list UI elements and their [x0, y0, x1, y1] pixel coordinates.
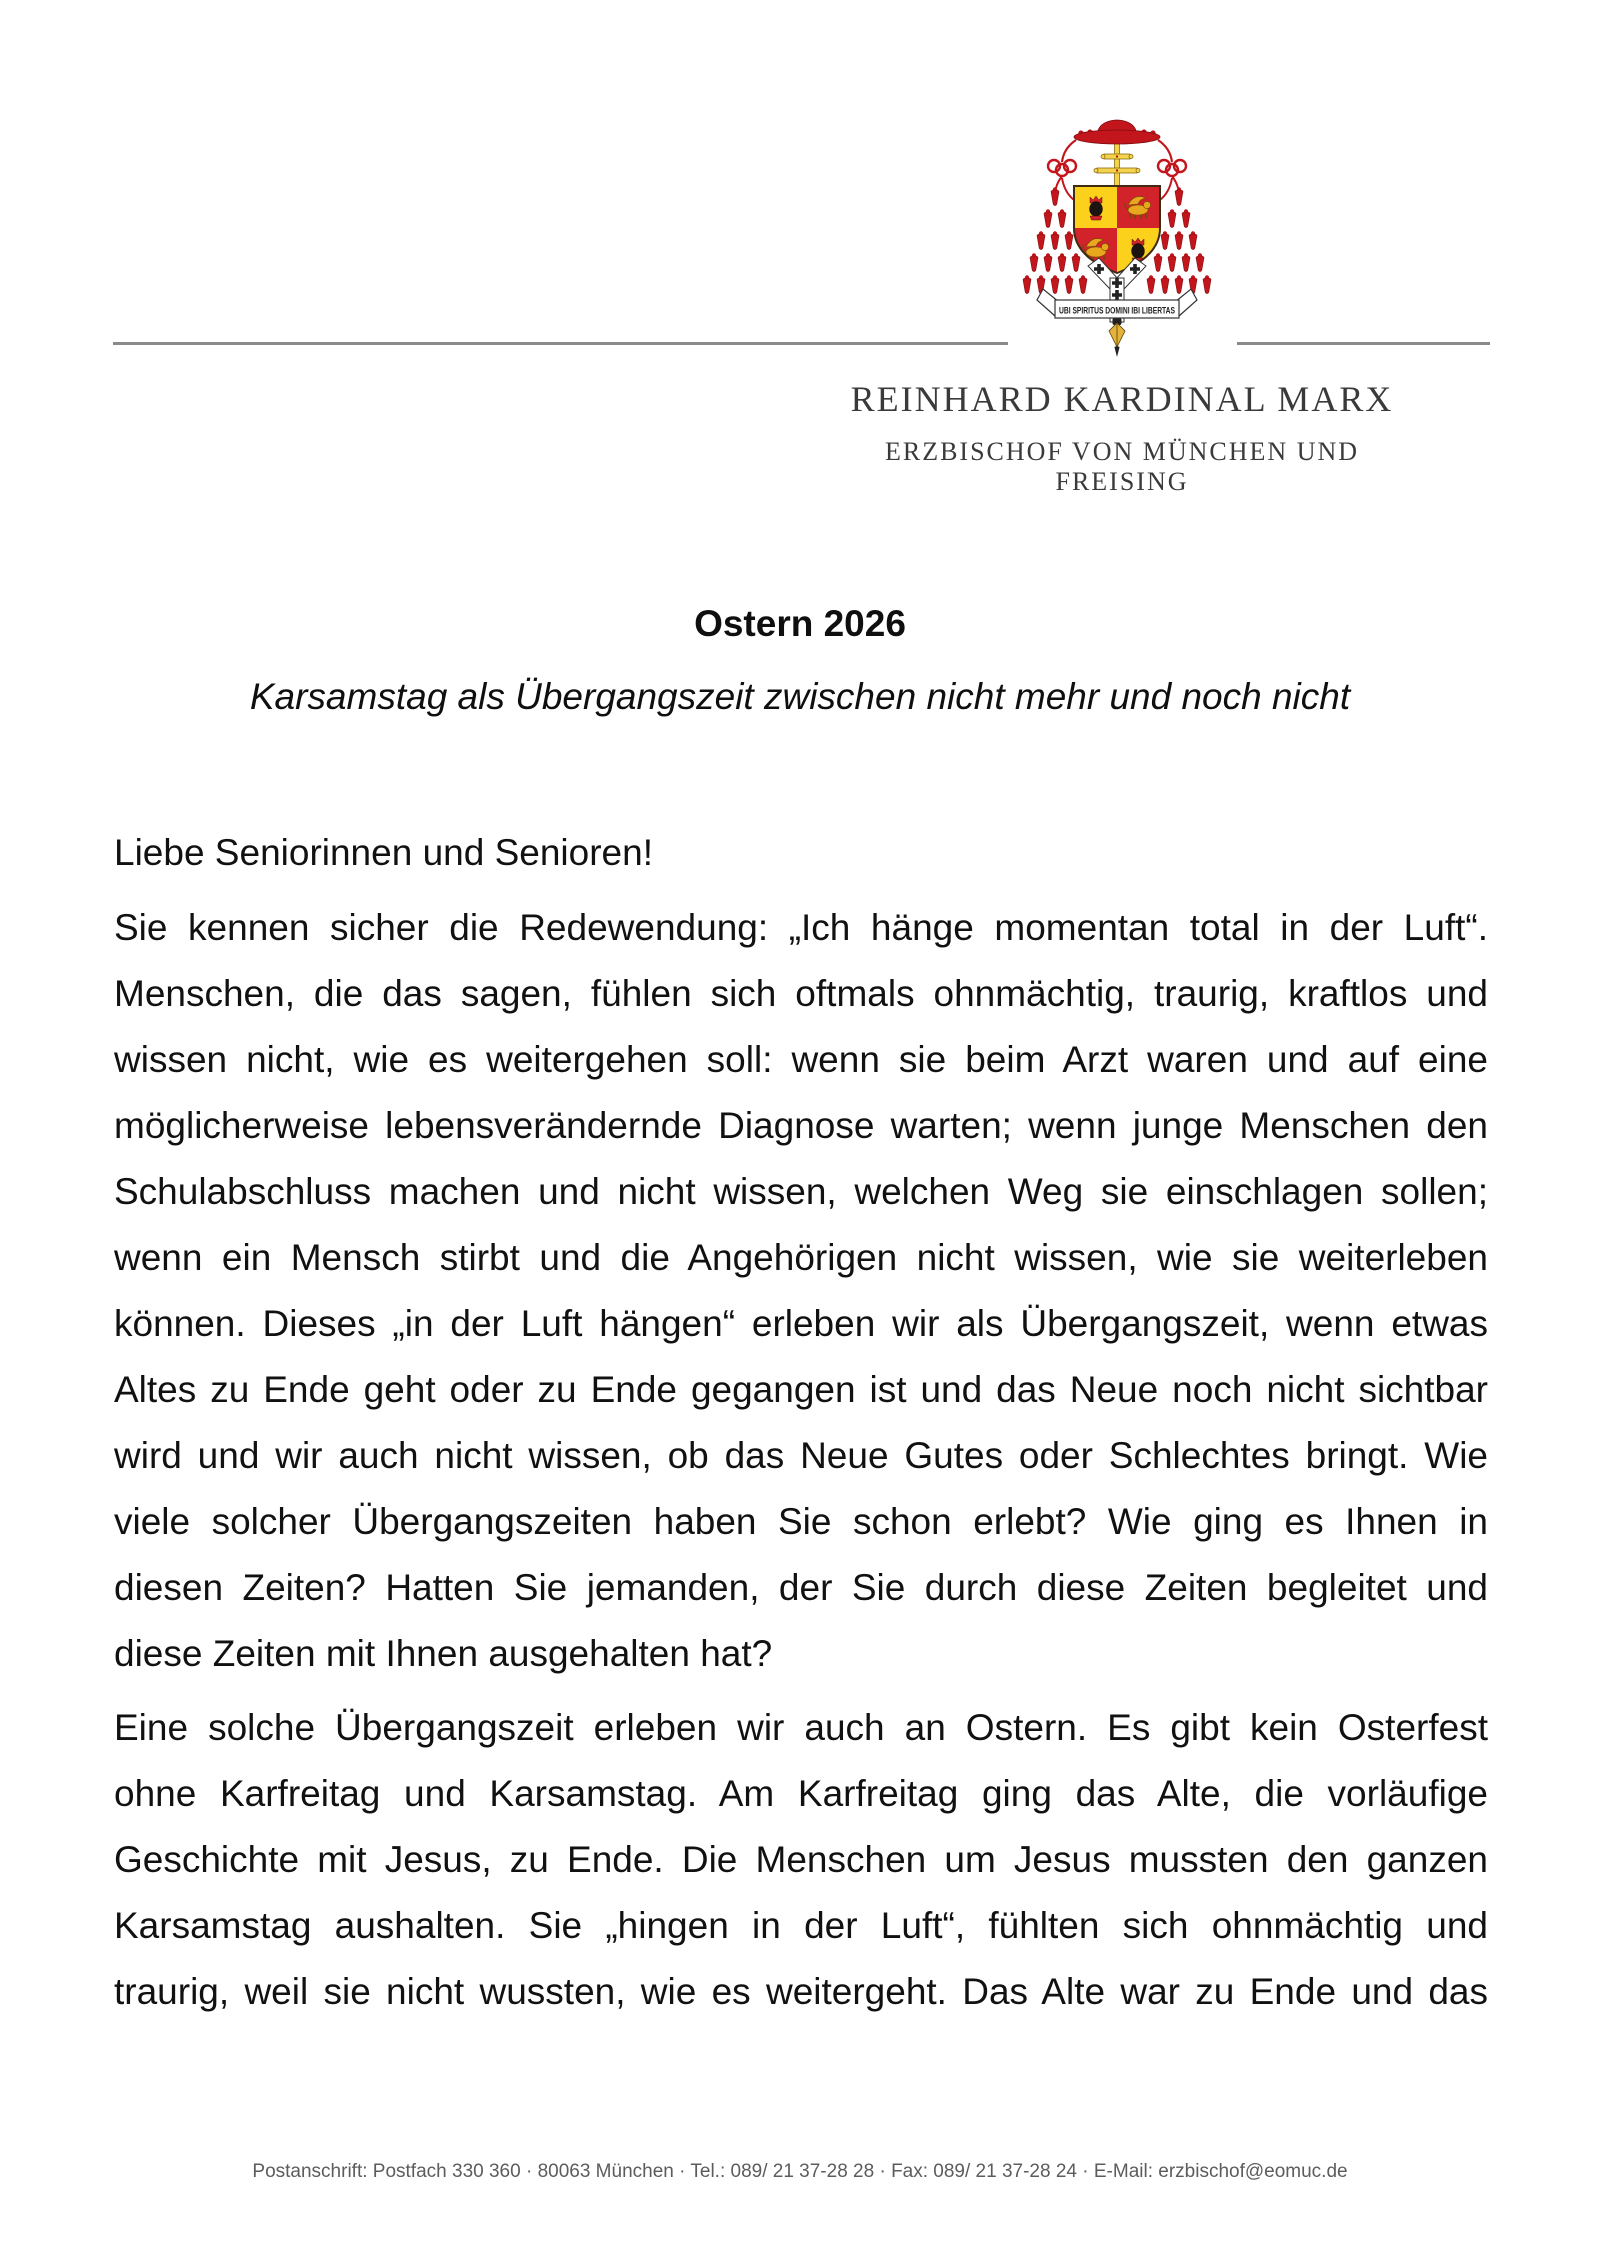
- letterhead-role: ERZBISCHOF VON MÜNCHEN UND FREISING: [884, 437, 1360, 496]
- letter-body: [114, 820, 1488, 2033]
- letter-subtitle: Karsamstag als Übergangszeit zwischen nicht mehr und noch nicht: [249, 676, 1351, 717]
- body-line: Schulabschluss machen und nicht wissen, welchen Weg sie einschlagen sollen;: [114, 1171, 1488, 1212]
- body-line: Karsamstag aushalten. Sie „hingen in der Luft“, fühlten sich ohnmächtig und: [114, 1905, 1488, 1946]
- body-line: wird und wir auch nicht wissen, ob das Neue Gutes oder Schlechtes bringt. Wie: [114, 1435, 1488, 1476]
- body-line: viele solcher Übergangszeiten haben Sie schon erlebt? Wie ging es Ihnen in: [114, 1501, 1488, 1542]
- body-line: wenn ein Mensch stirbt und die Angehörigen nicht wissen, wie sie weiterleben: [114, 1237, 1488, 1278]
- coat-of-arms: [1019, 110, 1215, 360]
- letter-title: Ostern 2026: [694, 603, 906, 644]
- body-line: Geschichte mit Jesus, zu Ende. Die Menschen um Jesus mussten den ganzen: [114, 1839, 1488, 1880]
- body-line: Eine solche Übergangszeit erleben wir auch an Ostern. Es gibt kein Osterfest: [114, 1707, 1488, 1748]
- body-line: möglicherweise lebensverändernde Diagnose warten; wenn junge Menschen den: [114, 1105, 1488, 1146]
- body-line: traurig, weil sie nicht wussten, wie es weitergeht. Das Alte war zu Ende und das: [114, 1971, 1488, 2012]
- body-line: ohne Karfreitag und Karsamstag. Am Karfreitag ging das Alte, die vorläufige: [114, 1773, 1488, 1814]
- body-line: diesen Zeiten? Hatten Sie jemanden, der Sie durch diese Zeiten begleitet und: [114, 1567, 1488, 1608]
- letterhead-name: REINHARD KARDINAL MARX: [850, 379, 1394, 419]
- body-line: Menschen, die das sagen, fühlen sich oftmals ohnmächtig, traurig, kraftlos und: [114, 973, 1488, 1014]
- footer-text: Postanschrift: Postfach 330 360 · 80063 München · Tel.: 089/ 21 37-28 28 · Fax: 089/ 21 37-28 24 · E-Mail: erzbischof@eomuc.de: [252, 2161, 1348, 2182]
- body-line: Altes zu Ende geht oder zu Ende gegangen ist und das Neue noch nicht sichtbar: [114, 1369, 1488, 1410]
- crest-motto: UBI SPIRITUS DOMINI IBI LIBERTAS: [1059, 305, 1175, 316]
- paragraph: [114, 1695, 1488, 2025]
- letterhead-rule-left: [113, 342, 1008, 345]
- body-line: können. Dieses „in der Luft hängen“ erleben wir als Übergangszeit, wenn etwas: [114, 1303, 1488, 1344]
- salutation: Liebe Seniorinnen und Senioren!: [114, 832, 653, 873]
- paragraph: [114, 895, 1488, 1687]
- body-line: diese Zeiten mit Ihnen ausgehalten hat?: [114, 1633, 773, 1674]
- body-line: Sie kennen sicher die Redewendung: „Ich hänge momentan total in der Luft“.: [114, 907, 1488, 948]
- body-paragraphs: [114, 895, 1488, 2025]
- body-line: wissen nicht, wie es weitergehen soll: wenn sie beim Arzt waren und auf eine: [114, 1039, 1488, 1080]
- letterhead-rule-right: [1237, 342, 1490, 345]
